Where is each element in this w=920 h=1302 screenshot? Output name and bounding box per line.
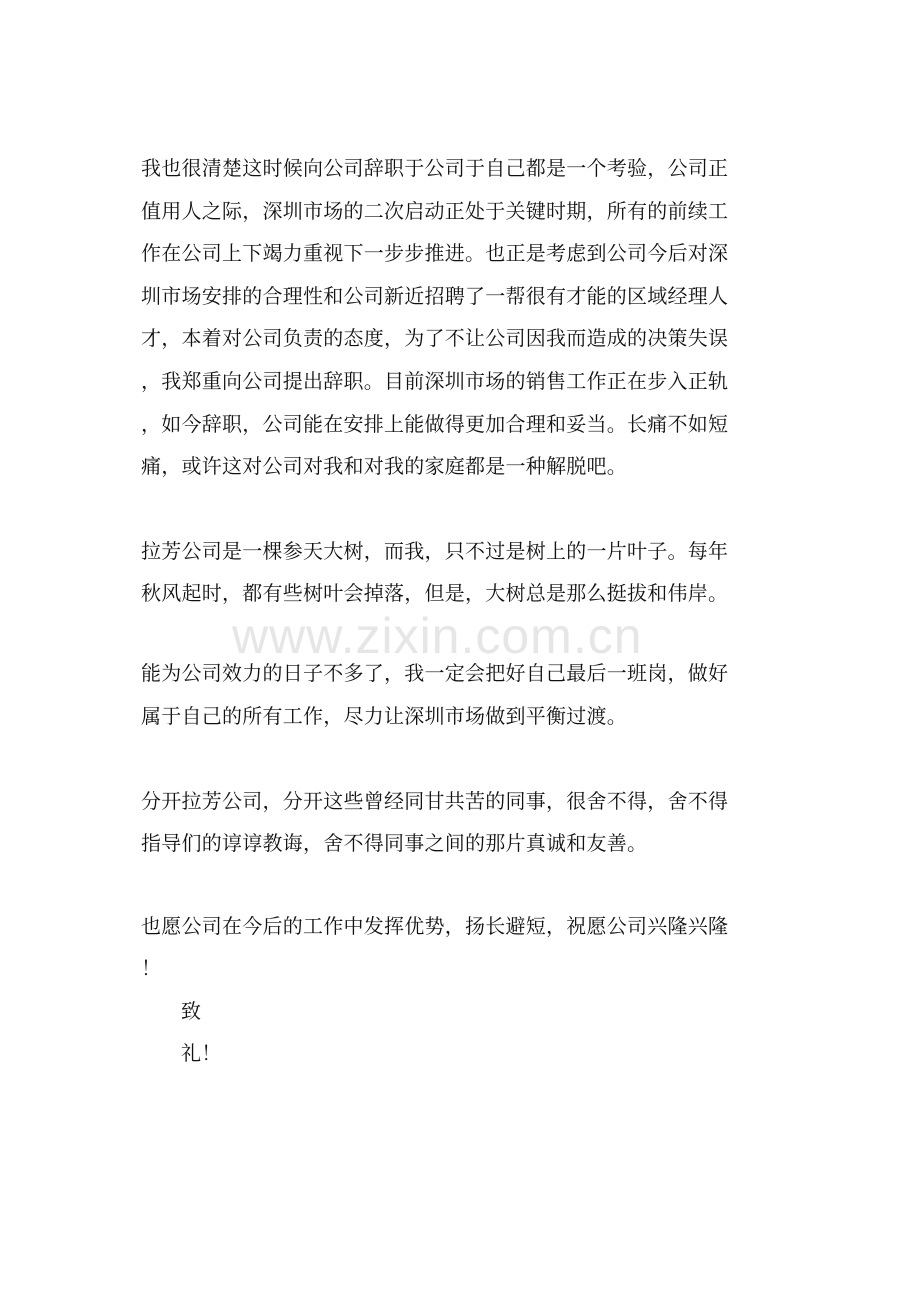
body-line: 圳市场安排的合理性和公司新近招聘了一帮很有才能的区域经理人 bbox=[141, 284, 729, 308]
body-line: 秋风起时，都有些树叶会掉落，但是，大树总是那么挺拔和伟岸。 bbox=[141, 581, 729, 605]
body-line: 值用人之际，深圳市场的二次启动正处于关键时期，所有的前续工 bbox=[141, 199, 729, 223]
body-line: 我也很清楚这时候向公司辞职于公司于自己都是一个考验，公司正 bbox=[141, 156, 729, 180]
body-line: 拉芳公司是一棵参天大树，而我，只不过是树上的一片叶子。每年 bbox=[141, 539, 729, 563]
body-line: 能为公司效力的日子不多了，我一定会把好自己最后一班岗，做好 bbox=[141, 661, 729, 685]
body-line: 属于自己的所有工作，尽力让深圳市场做到平衡过渡。 bbox=[141, 704, 627, 728]
closing-line-1: 致 bbox=[181, 999, 202, 1023]
body-line: 才，本着对公司负责的态度，为了不让公司因我而造成的决策失误 bbox=[141, 326, 729, 350]
body-line: ！ bbox=[141, 956, 162, 980]
body-line: 指导们的谆谆教诲，舍不得同事之间的那片真诚和友善。 bbox=[141, 831, 648, 855]
body-line: ，我郑重向公司提出辞职。目前深圳市场的销售工作正在步入正轨 bbox=[141, 369, 729, 393]
closing-line-2: 礼！ bbox=[181, 1041, 222, 1065]
body-line: 痛，或许这对公司对我和对我的家庭都是一种解脱吧。 bbox=[141, 454, 627, 478]
body-line: 作在公司上下竭力重视下一步步推进。也正是考虑到公司今后对深 bbox=[141, 241, 729, 265]
body-line: ，如今辞职，公司能在安排上能做得更加合理和妥当。长痛不如短 bbox=[141, 412, 729, 436]
watermark: www.zixin.com.cn bbox=[232, 608, 643, 664]
body-line: 也愿公司在今后的工作中发挥优势，扬长避短，祝愿公司兴隆兴隆 bbox=[141, 914, 729, 938]
body-line: 分开拉芳公司，分开这些曾经同甘共苦的同事，很舍不得，舍不得 bbox=[141, 789, 729, 813]
